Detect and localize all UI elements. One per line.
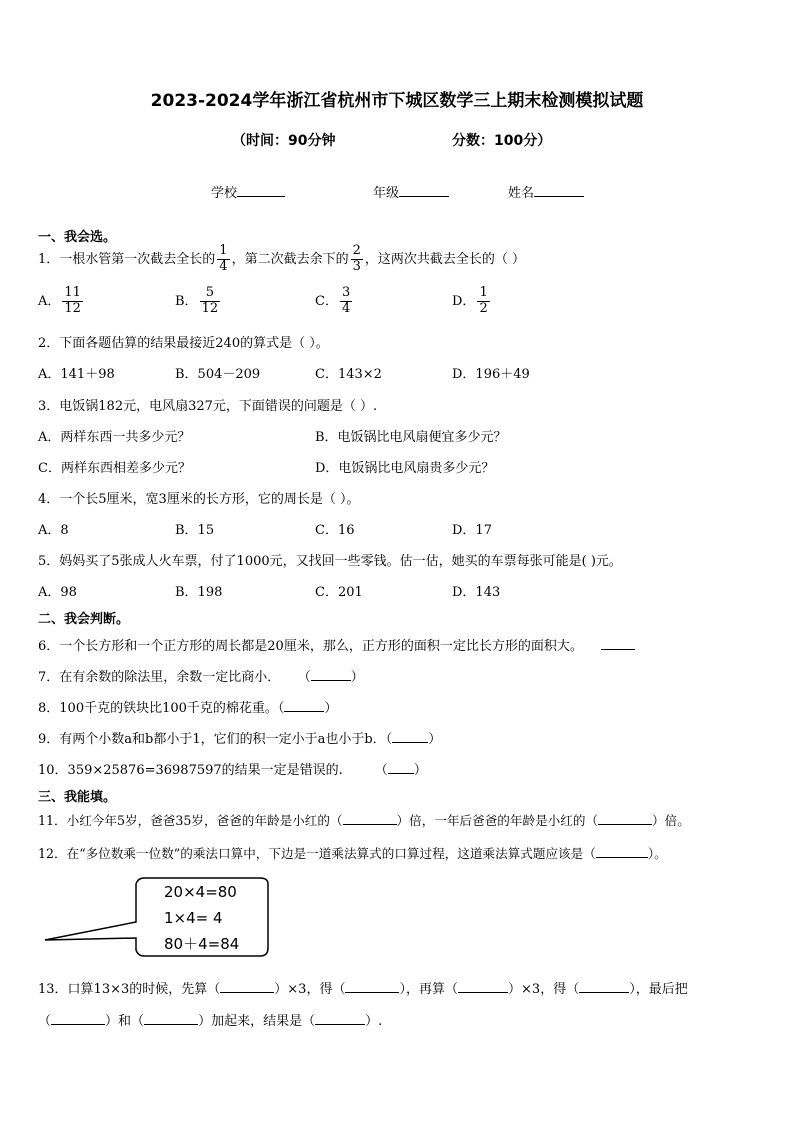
q1-text-post: ，这两次共截去全长的（ ） (364, 251, 525, 267)
q3-option-d[interactable]: D．电饭锅比电风扇贵多少元？ (315, 461, 495, 476)
question-11: 11．小红今年5岁，爸爸35岁，爸爸的年龄是小红的（ ）倍，一年后爸爸的年龄是小红的（ ）倍。 (38, 813, 690, 828)
q5-option-b[interactable]: B．198 (175, 585, 223, 600)
q5-option-c[interactable]: C．201 (315, 585, 363, 600)
q13-blank-5[interactable] (51, 1013, 105, 1025)
name-label: 姓名 (508, 186, 535, 201)
q1-option-b[interactable]: B． $\frac{5}{12}$ (175, 285, 219, 316)
bubble-line-1: 20×4=80 (164, 883, 237, 901)
q3-option-b[interactable]: B．电饭锅比电风扇便宜多少元？ (315, 430, 507, 445)
q13-blank-3[interactable] (458, 981, 508, 993)
q8-answer-blank[interactable] (284, 700, 324, 712)
q7-answer-blank[interactable] (311, 669, 351, 681)
grade-field[interactable] (373, 182, 449, 201)
q4-option-c[interactable]: C．16 (315, 523, 355, 538)
q2-option-c[interactable]: C．143×2 (315, 367, 382, 382)
q4-option-b[interactable]: B．15 (175, 523, 215, 538)
question-3: 3．电饭锅182元，电风扇327元，下面错误的问题是（ ）. (38, 399, 378, 414)
q10-answer-blank[interactable] (388, 762, 414, 774)
q12-answer-blank[interactable] (596, 846, 648, 858)
question-6: 6．一个长方形和一个正方形的周长都是20厘米，那么，正方形的面积一定比长方形的面积大。 (38, 635, 635, 654)
name-blank[interactable] (534, 184, 584, 197)
question-2: 2．下面各题估算的结果最接近240的算式是（ ）。 (38, 336, 329, 351)
q13-blank-4[interactable] (579, 981, 629, 993)
q3-option-a[interactable]: A．两样东西一共多少元？ (38, 430, 191, 445)
question-5: 5．妈妈买了5张成人火车票，付了1000元，又找回一些零钱。估一估，她买的车票每张可能是( )元。 (38, 554, 622, 569)
question-7: 7．在有余数的除法里，余数一定比商小． （ ） (38, 670, 364, 685)
q1-option-d[interactable]: D． $\frac{1}{2}$ (452, 285, 488, 316)
q13-blank-7[interactable] (315, 1013, 365, 1025)
fraction-2-3: $\frac{2}{3}$ (352, 243, 361, 274)
q5-option-d[interactable]: D．143 (452, 585, 501, 600)
fraction-1-4: $\frac{1}{4}$ (219, 243, 228, 274)
question-1 (38, 244, 525, 275)
exam-score: 分数：100分） (452, 133, 552, 149)
section-heading-choose: 一、我会选。 (38, 230, 117, 245)
grade-label: 年级 (373, 186, 400, 201)
question-13-continued: （ ）和（ ）加起来，结果是（ ）. (38, 1014, 383, 1029)
q3-option-c[interactable]: C．两样东西相差多少元？ (38, 461, 191, 476)
q2-option-d[interactable]: D．196＋49 (452, 367, 530, 382)
q11-blank-1[interactable] (343, 813, 397, 825)
q13-blank-1[interactable] (220, 981, 274, 993)
name-field[interactable] (508, 182, 584, 201)
grade-blank[interactable] (399, 184, 449, 197)
section-heading-judge: 二、我会判断。 (38, 612, 130, 627)
q5-option-a[interactable]: A．98 (38, 585, 77, 600)
school-blank[interactable] (237, 184, 285, 197)
q1-text-pre: 1．一根水管第一次截去全长的 (38, 251, 216, 267)
q1-option-a[interactable]: A． $\frac{11}{12}$ (38, 285, 81, 316)
question-13: 13．口算13×3的时候，先算（ ）×3，得（ ），再算（ ）×3，得（ ），最后把 (38, 982, 688, 997)
school-label: 学校 (211, 186, 238, 201)
q4-option-a[interactable]: A．8 (38, 523, 69, 538)
exam-time: （时间：90分钟 (232, 133, 336, 149)
q2-option-a[interactable]: A．141＋98 (38, 367, 115, 382)
bubble-line-2: 1×4= 4 (164, 909, 223, 927)
q6-answer-blank[interactable] (601, 638, 635, 650)
q9-answer-blank[interactable] (392, 731, 428, 743)
q4-option-d[interactable]: D．17 (452, 523, 492, 538)
q1-text-mid: ，第二次截去余下的 (231, 251, 349, 267)
question-9: 9．有两个小数a和b都小于1，它们的积一定小于a也小于b．（ ） (38, 732, 442, 747)
question-12: 12．在“多位数乘一位数”的乘法口算中，下边是一道乘法算式的口算过程，这道乘法算式题应该是（ ）。 (38, 846, 667, 861)
question-10: 10．359×25876=36987597的结果一定是错误的. （ ） (38, 763, 427, 778)
q11-blank-2[interactable] (598, 813, 652, 825)
school-field[interactable] (211, 182, 285, 201)
q13-blank-6[interactable] (144, 1013, 198, 1025)
q2-option-b[interactable]: B．504－209 (175, 367, 261, 382)
q13-blank-2[interactable] (345, 981, 399, 993)
bubble-calculation (164, 879, 239, 957)
question-8: 8．100千克的铁块比100千克的棉花重。（ ） (38, 701, 338, 716)
q1-option-c[interactable]: C． $\frac{3}{4}$ (315, 285, 351, 316)
page-title: 2023-2024学年浙江省杭州市下城区数学三上期末检测模拟试题 (150, 91, 644, 111)
bubble-line-3: 80＋4=84 (164, 935, 240, 953)
question-4: 4．一个长5厘米，宽3厘米的长方形，它的周长是（ ）。 (38, 492, 360, 507)
section-heading-fill: 三、我能填。 (38, 790, 117, 805)
